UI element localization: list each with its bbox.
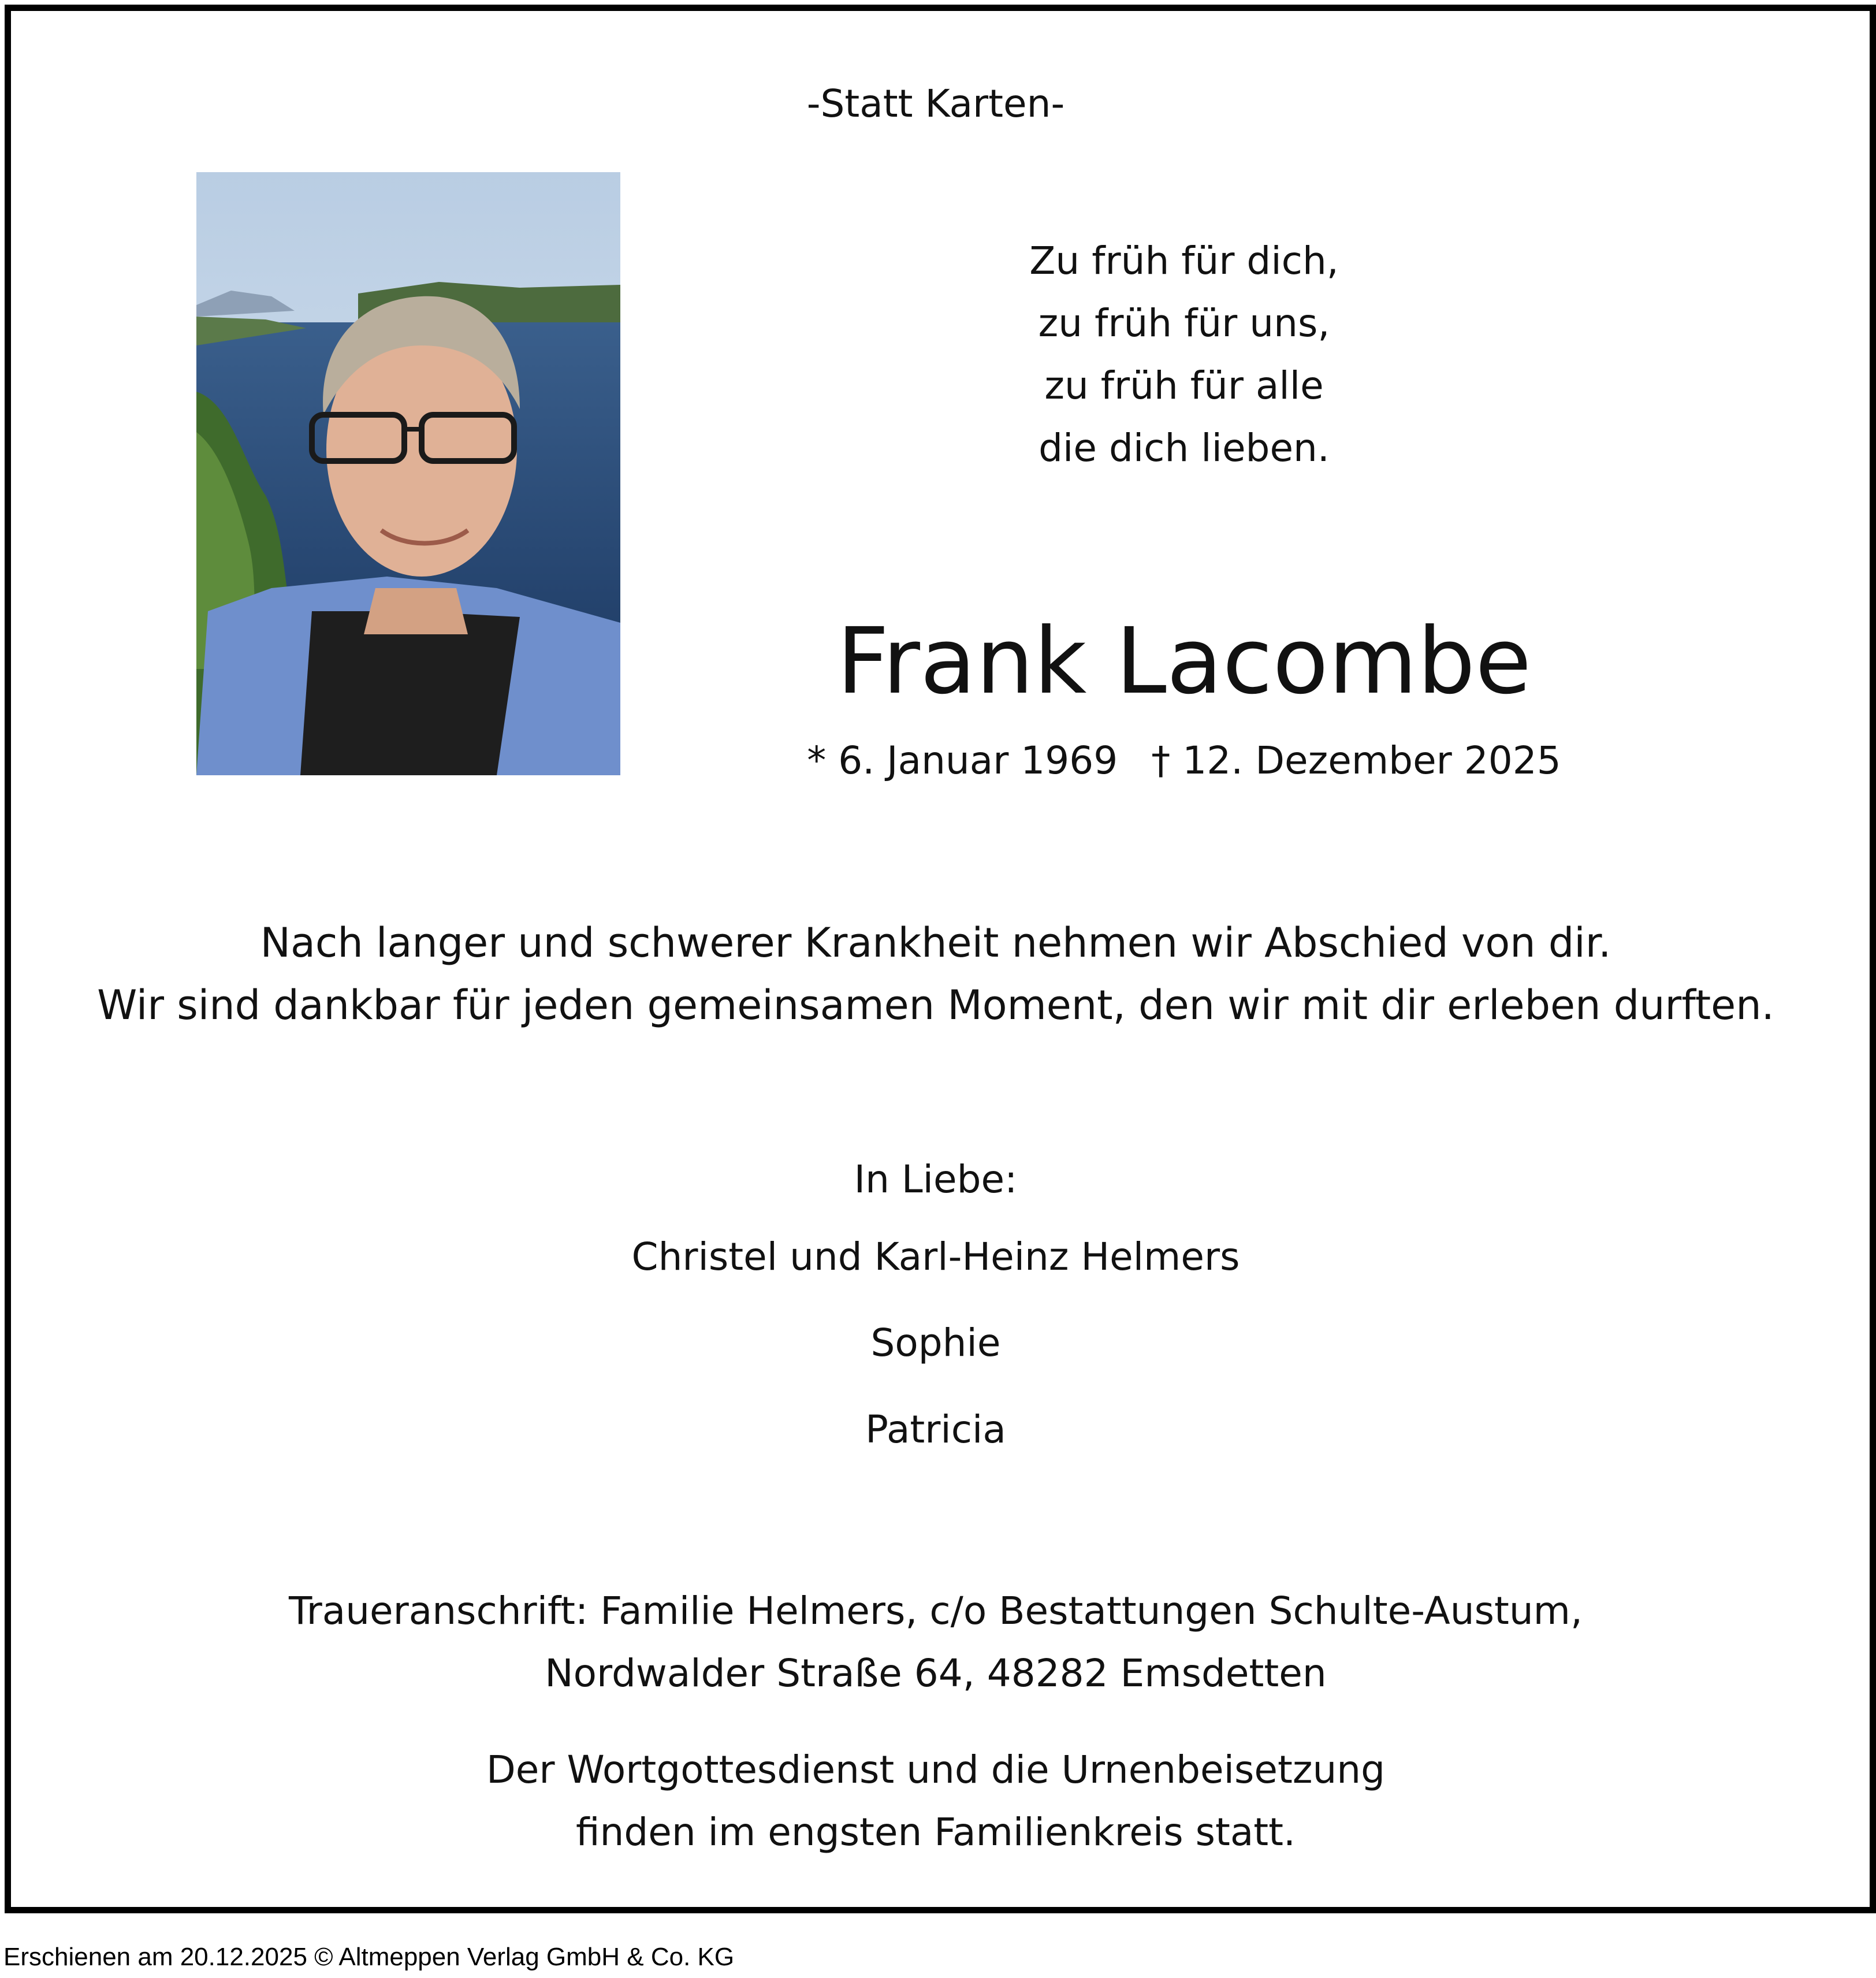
deceased-name: Frank Lacombe — [836, 608, 1532, 715]
photo-tshirt — [300, 611, 520, 775]
poem — [838, 230, 1531, 479]
in-love-label: In Liebe: — [854, 1157, 1018, 1202]
poem-line: die dich lieben. — [1038, 426, 1330, 470]
message-line: Wir sind dankbar für jeden gemeinsamen Moment, den wir mit dir erleben durften. — [97, 981, 1774, 1029]
mourning-address — [0, 1580, 1871, 1705]
publication-footer: Erschienen am 20.12.2025 © Altmeppen Verlag GmbH & Co. KG — [3, 1943, 735, 1971]
mourner-name: Patricia — [865, 1407, 1006, 1452]
message-line: Nach langer und schwerer Krankheit nehmen wir Abschied von dir. — [260, 919, 1611, 966]
notice-header: -Statt Karten- — [806, 81, 1065, 126]
life-dates — [751, 735, 1617, 787]
death-date: † 12. Dezember 2025 — [1151, 738, 1561, 783]
poem-line: zu früh für alle — [1044, 363, 1324, 408]
portrait-photo-illustration — [196, 172, 620, 775]
mourner-name: Christel und Karl-Heinz Helmers — [631, 1235, 1240, 1279]
service-line: finden im engsten Familienkreis statt. — [575, 1810, 1296, 1854]
service-line: Der Wortgottesdienst und die Urnenbeisetzung — [486, 1748, 1386, 1792]
farewell-message — [0, 912, 1871, 1036]
address-line: Traueranschrift: Familie Helmers, c/o Bestattungen Schulte-Austum, — [289, 1589, 1583, 1633]
photo-neck — [364, 588, 468, 634]
service-notice — [0, 1739, 1871, 1864]
birth-date: * 6. Januar 1969 — [807, 738, 1118, 783]
address-line: Nordwalder Straße 64, 48282 Emsdetten — [545, 1651, 1327, 1696]
mourner-name: Sophie — [870, 1321, 1001, 1365]
portrait-photo — [196, 172, 620, 775]
poem-line: Zu früh für dich, — [1029, 239, 1339, 283]
poem-line: zu früh für uns, — [1038, 301, 1330, 345]
